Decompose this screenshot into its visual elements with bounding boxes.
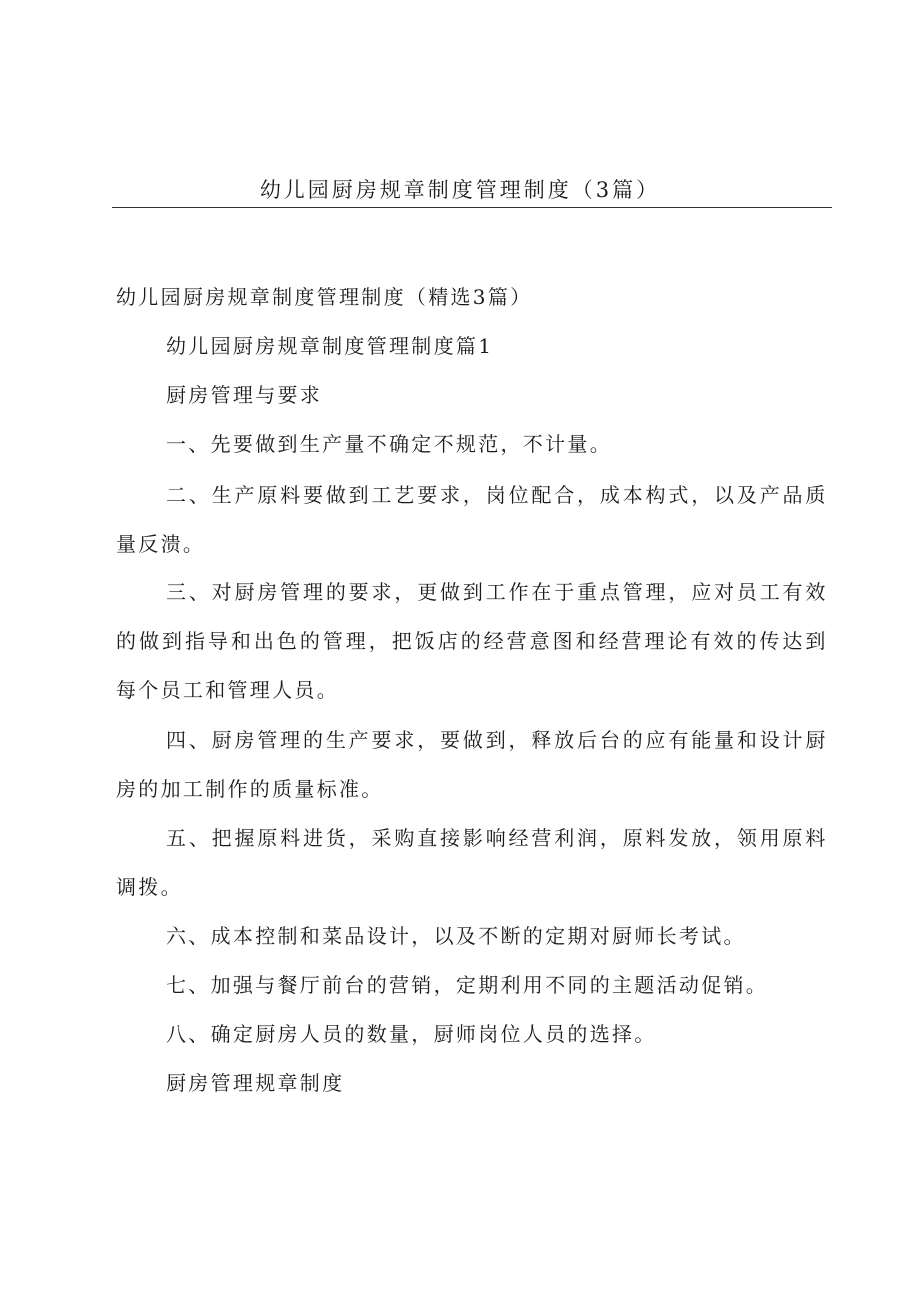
item-5-line-2: 调拨。 [116, 875, 183, 899]
item-4-line-1: 四、厨房管理的生产要求，要做到，释放后台的应有能量和设计厨 [166, 728, 827, 752]
item-5-line-1: 五、把握原料进货，采购直接影响经营利润，原料发放，领用原料 [166, 826, 827, 850]
document-subtitle: 幼儿园厨房规章制度管理制度（精选3篇） [116, 285, 533, 309]
section-heading: 幼儿园厨房规章制度管理制度篇1 [166, 334, 494, 358]
item-3-line-3: 每个员工和管理人员。 [116, 678, 339, 702]
item-1-line-1: 一、先要做到生产量不确定不规范，不计量。 [166, 432, 612, 456]
item-3-line-1: 三、对厨房管理的要求，更做到工作在于重点管理，应对员工有效 [166, 580, 827, 604]
item-8-line-1: 八、确定厨房人员的数量，厨师岗位人员的选择。 [166, 1022, 657, 1046]
subheading-kitchen-management: 厨房管理与要求 [166, 383, 323, 407]
subheading-kitchen-rules: 厨房管理规章制度 [166, 1071, 345, 1095]
item-7-line-1: 七、加强与餐厅前台的营销，定期利用不同的主题活动促销。 [166, 973, 769, 997]
item-6-line-1: 六、成本控制和菜品设计，以及不断的定期对厨师长考试。 [166, 924, 746, 948]
item-3-line-2: 的做到指导和出色的管理，把饭店的经营意图和经营理论有效的传达到 [116, 629, 827, 653]
item-2-line-1: 二、生产原料要做到工艺要求，岗位配合，成本构式，以及产品质 [166, 483, 827, 507]
item-4-line-2: 房的加工制作的质量标准。 [116, 777, 384, 801]
running-header-title: 幼儿园厨房规章制度管理制度（3篇） [259, 178, 661, 202]
header-divider [112, 207, 832, 208]
item-2-line-2: 量反溃。 [116, 532, 206, 556]
